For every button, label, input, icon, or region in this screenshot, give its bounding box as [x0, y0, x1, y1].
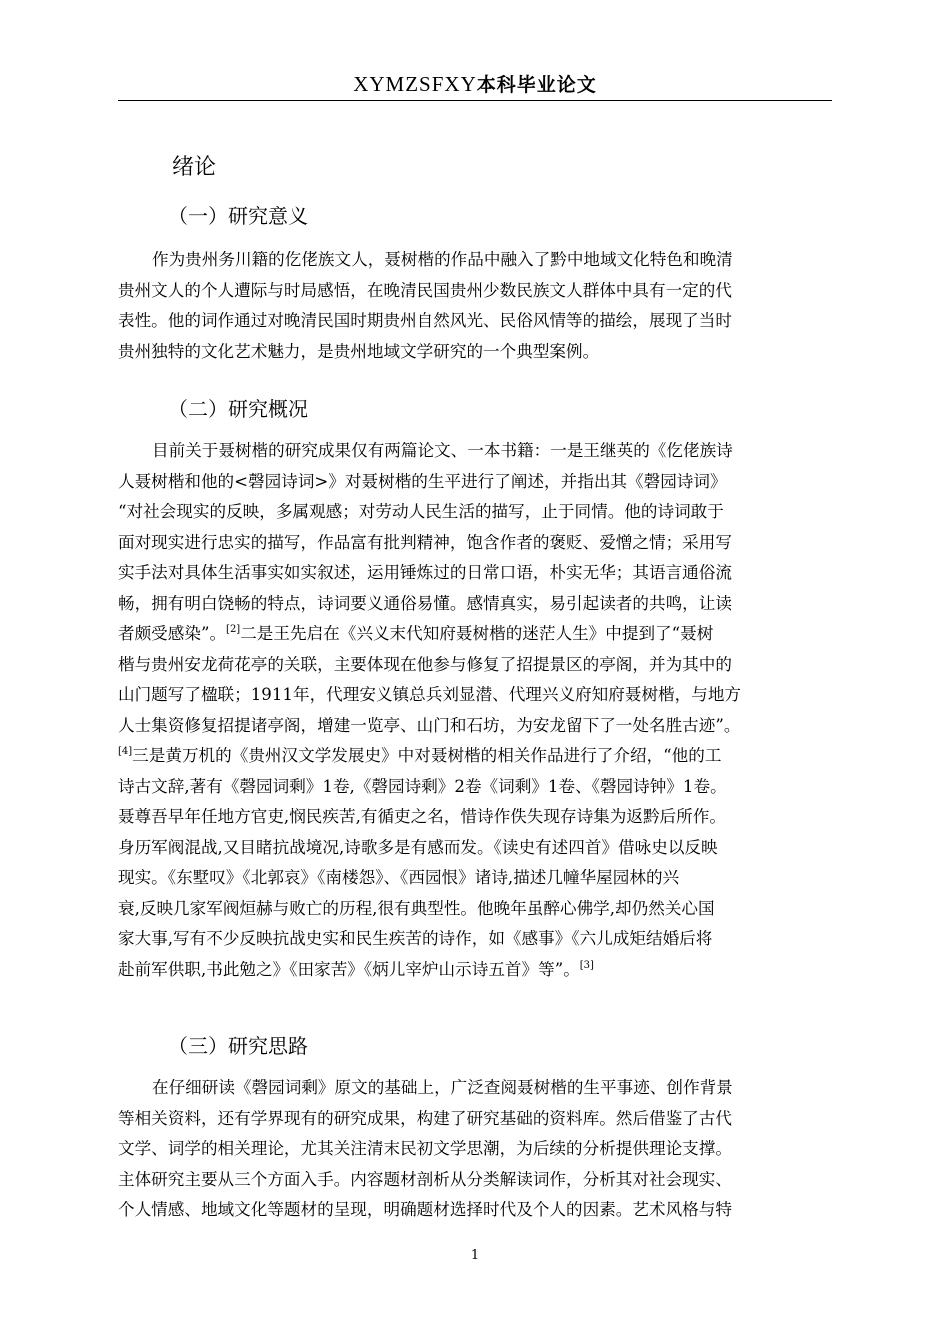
text-segment: 赴前军供职,书此勉之》《田家苦》《炳儿宰炉山示诗五首》等”。: [118, 959, 580, 979]
text-line: 诗古文辞,著有《磬园词剩》1卷,《磬园诗剩》2卷《词剩》1卷、《磬园诗钟》1卷。: [118, 776, 727, 796]
text-line: “对社会现实的反映，多属观感；对劳动人民生活的描写，止于同情。他的诗词敢于: [118, 502, 724, 521]
header-cjk: 本科毕业论文: [476, 74, 597, 96]
paragraph-overview: [118, 436, 838, 985]
text-line: 人士集资修复招提诸亭阁，增建一览亭、山门和石坊，为安龙留下了一处名胜古迹”。: [118, 715, 741, 735]
text-line: 贵州独特的文化艺术魅力，是贵州地域文学研究的一个典型案例。: [118, 341, 600, 361]
citation: [2]: [226, 624, 241, 635]
text-line: 个人情感、地域文化等题材的呈现，明确题材选择时代及个人的因素。艺术风格与特: [118, 1200, 732, 1219]
text-line: [118, 619, 838, 650]
page-number: 1: [470, 1248, 480, 1263]
text-line: 文学、词学的相关理论，尤其关注清末民初文学思潮，为后续的分析提供理论支撑。: [118, 1139, 732, 1158]
text-line: 在仔细研读《磬园词剩》原文的基础上，广泛查阅聂树楷的生平事迹、创作背景: [152, 1078, 733, 1097]
text-line: 家大事,写有不少反映抗战史实和民生疾苦的诗作，如《感事》《六儿成矩结婚后将: [118, 929, 713, 948]
text-line: 楷与贵州安龙荷花亭的关联，主要体现在他参与修复了招提景区的亭阁，并为其中的: [118, 654, 732, 674]
text-line: 目前关于聂树楷的研究成果仅有两篇论文、一本书籍：一是王继英的《仡佬族诗: [152, 441, 733, 460]
text-line: 作为贵州务川籍的仡佬族文人，聂树楷的作品中融入了黔中地域文化特色和晚清: [152, 250, 733, 269]
text-line: 现实。《东墅叹》《北郭哀》《南楼怨》、《西园恨》诸诗,描述几幢华屋园林的兴: [118, 868, 680, 887]
paragraph-approach: [118, 1073, 838, 1226]
chapter-title: 绪论: [172, 155, 217, 180]
text-line: 聂尊吾早年任地方官吏,悯民疾苦,有循吏之名，惜诗作佚失现存诗集为返黔后所作。: [118, 807, 726, 826]
citation: [4]: [118, 746, 133, 757]
text-line: 身历军阀混战,又目睹抗战境况,诗歌多是有感而发。《读史有述四首》借咏史以反映: [118, 837, 718, 857]
text-line: 人聂树楷和他的<磬园诗词>》对聂树楷的生平进行了阐述，并指出其《磬园诗词》: [118, 471, 727, 491]
text-line: 衰,反映几家军阀烜赫与败亡的历程,很有典型性。他晚年虽醉心佛学,却仍然关心国: [118, 898, 715, 918]
paragraph-significance: [118, 245, 838, 367]
header-latin: XYMZSFXY: [353, 72, 477, 96]
text-line: 贵州文人的个人遭际与时局感悟，在晚清民国贵州少数民族文人群体中具有一定的代: [118, 280, 732, 300]
text-line: 山门题写了楹联；1911年，代理安义镇总兵刘显潜、代理兴义府知府聂树楷，与地方: [118, 685, 742, 704]
text-line: [118, 741, 838, 772]
section-title-significance: （一）研究意义: [168, 204, 308, 228]
section-title-overview: （二）研究概况: [168, 397, 308, 421]
text-line: 表性。他的词作通过对晚清民国时期贵州自然风光、民俗风情等的描绘，展现了当时: [118, 311, 732, 330]
text-segment: 二是王先启在《兴义末代知府聂树楷的迷茫人生》中提到了“聂树: [240, 624, 714, 643]
page-header: [118, 70, 832, 101]
text-line: 畅，拥有明白饶畅的特点，诗词要义通俗易懂。感情真实，易引起读者的共鸣，让读: [118, 593, 732, 613]
header-title: [118, 70, 832, 100]
text-line: 实手法对具体生活事实如实叙述，运用锤炼过的日常口语，朴实无华；其语言通俗流: [118, 563, 732, 582]
text-line: 主体研究主要从三个方面入手。内容题材剖析从分类解读词作，分析其对社会现实、: [118, 1169, 732, 1189]
citation: [3]: [579, 959, 594, 971]
section-title-approach: （三）研究思路: [168, 1034, 308, 1058]
text-line: 面对现实进行忠实的描写，作品富有批判精神，饱含作者的褒贬、爱憎之情；采用写: [118, 532, 732, 552]
text-line: 等相关资料，还有学界现有的研究成果，构建了研究基础的资料库。然后借鉴了古代: [118, 1108, 732, 1128]
text-line: [118, 955, 838, 986]
text-segment: 三是黄万机的《贵州汉文学发展史》中对聂树楷的相关作品进行了介绍，“他的工: [132, 746, 722, 765]
text-segment: 者颇受感染”。: [118, 624, 227, 643]
